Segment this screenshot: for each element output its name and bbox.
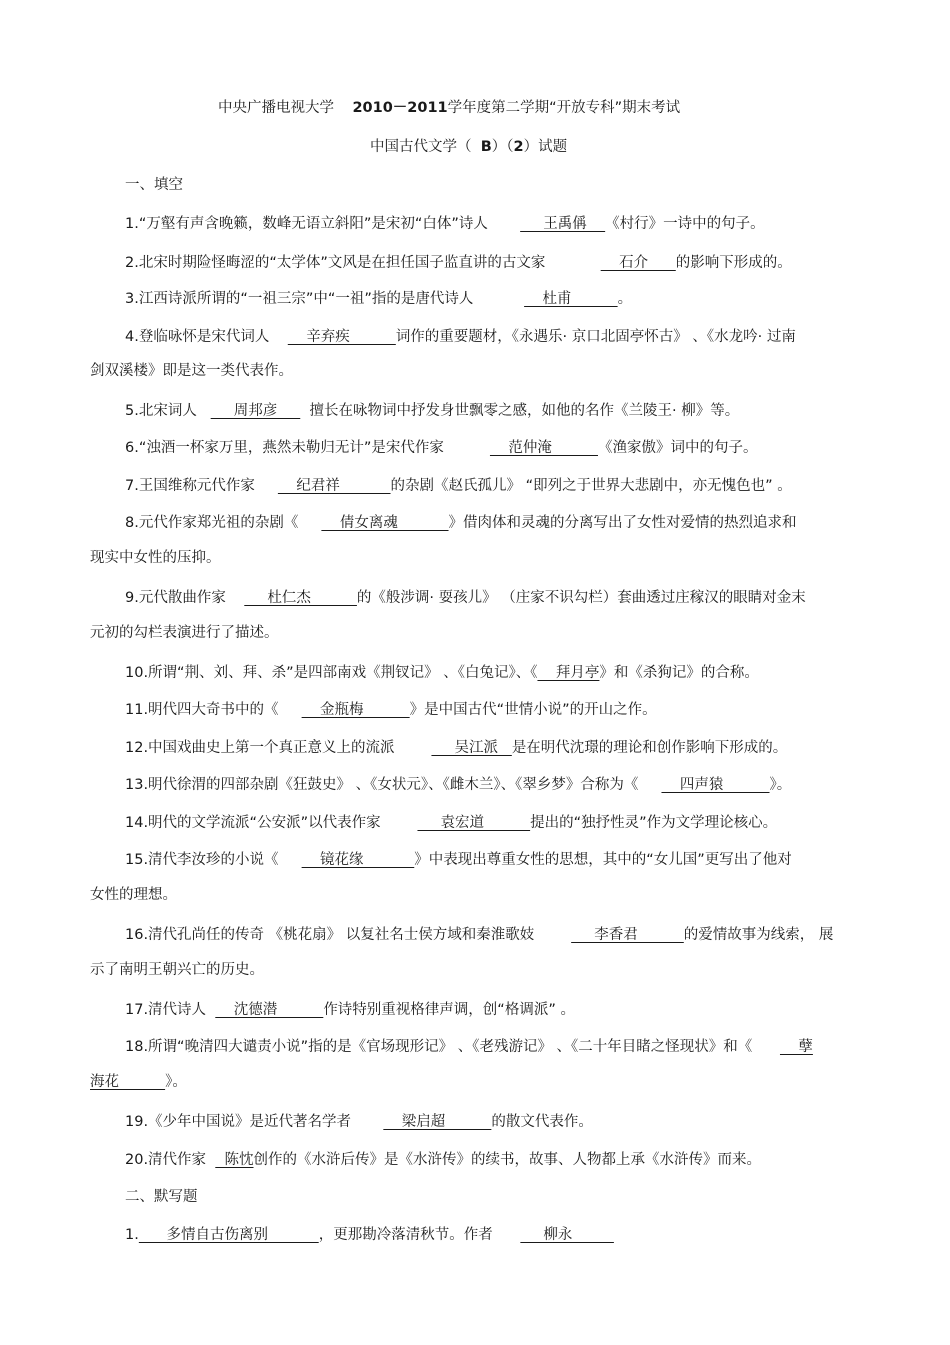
- answer-blank: 金瓶梅: [301, 702, 410, 718]
- term-info: 学年度第二学期“开放专科”期末考试: [447, 100, 681, 116]
- answer-blank: 拜月亭: [537, 665, 600, 681]
- paper-code-suffix: ）试题: [523, 139, 568, 155]
- question-text: 》是中国古代“世情小说”的开山之作。: [409, 702, 657, 718]
- question-text: 词作的重要题材，《永遇乐· 京口北固亭怀古》 、《水龙吟· 过南: [395, 329, 796, 345]
- question-4: [125, 327, 796, 347]
- question-6: [125, 438, 757, 458]
- question-text: 》。: [165, 1074, 187, 1090]
- answer-blank: 四声猿: [661, 777, 770, 793]
- answer-blank: 石介: [600, 255, 676, 271]
- answer-blank: 辛弃疾: [287, 329, 396, 345]
- question-text: 擅长在咏物词中抒发身世飘零之感，如他的名作《兰陵王· 柳》等。: [309, 403, 740, 419]
- answer-blank: 杜仁杰: [244, 590, 357, 606]
- question-20: [125, 1150, 761, 1170]
- question-text: 2.北宋时期险怪晦涩的“太学体”文风是在担任国子监直讲的古文家: [125, 255, 546, 271]
- question-13: [125, 775, 791, 795]
- academic-year: 2010－2011: [352, 100, 448, 116]
- question-text: 的爱情故事为线索， 展: [683, 927, 834, 943]
- question-1: [125, 214, 765, 234]
- question-text: 15.清代李汝珍的小说《: [125, 852, 279, 868]
- paper-code-letter: B: [480, 139, 492, 155]
- question-text: 16.清代孔尚任的传奇 《桃花扇》 以复社名士侯方域和秦淮歌妓: [125, 927, 535, 943]
- question-text: 。: [617, 291, 633, 307]
- question-18: [125, 1037, 813, 1057]
- question-17: [125, 1000, 575, 1020]
- question-text: 《村行》一诗中的句子。: [605, 216, 765, 232]
- question-16: [125, 925, 833, 945]
- answer-blank: 吴江派: [431, 740, 512, 756]
- answer-blank: 倩女离魂: [321, 515, 449, 531]
- question-text: 20.清代作家: [125, 1152, 207, 1168]
- question-15: [125, 850, 792, 870]
- question-text: 提出的“独抒性灵”作为文学理论核心。: [530, 815, 778, 831]
- question-14: [125, 813, 777, 833]
- answer-blank: 纪君祥: [277, 478, 391, 494]
- question-19: [125, 1112, 593, 1132]
- question-text: 的杂剧《赵氏孤儿》 “即列之于世界大悲剧中，亦无愧色也” 。: [390, 478, 792, 494]
- question-text: 13.明代徐渭的四部杂剧《狂鼓史》 、《女状元》、《雌木兰》、《翠乡梦》合称为《: [125, 777, 639, 793]
- question-text: 8.元代作家郑光祖的杂剧《: [125, 515, 299, 531]
- paper-code-number: 2: [513, 139, 524, 155]
- question-text: 1.“万壑有声含晚籁，数峰无语立斜阳”是宋初“白体”诗人: [125, 216, 488, 232]
- answer-blank: 沈德潜: [215, 1002, 324, 1018]
- question-text: 是在明代沈璟的理论和创作影响下形成的。: [511, 740, 788, 756]
- answer-blank: 海花: [90, 1074, 166, 1090]
- question-text: 5.北宋词人: [125, 403, 197, 419]
- question-5: [125, 401, 739, 421]
- question-text: 9.元代散曲作家: [125, 590, 226, 606]
- question-7: [125, 476, 792, 496]
- question-text: 》。: [769, 777, 792, 793]
- question-text: 3.江西诗派所谓的“一祖三宗”中“一祖”指的是唐代诗人: [125, 291, 474, 307]
- answer-blank: 梁启超: [383, 1114, 492, 1130]
- question-15-cont: 女性的理想。: [90, 887, 177, 903]
- question-4-cont: 剑双溪楼》即是这一类代表作。: [90, 363, 293, 379]
- question-8: [125, 513, 797, 533]
- exam-title: [370, 137, 567, 157]
- subject-name: 中国古代文学（: [370, 139, 472, 155]
- question-text: 14.明代的文学流派“公安派”以代表作家: [125, 815, 381, 831]
- answer-blank: 袁宏道: [417, 815, 531, 831]
- question-text: 18.所谓“晚清四大谴责小说”指的是《官场现形记》 、《老残游记》 、《二十年目睹之怪现状》和《: [125, 1039, 753, 1055]
- question-text: 的散文代表作。: [491, 1114, 593, 1130]
- question-8-cont: 现实中女性的压抑。: [90, 550, 221, 566]
- answer-blank: 周邦彦: [210, 403, 301, 419]
- question-text: 作诗特别重视格律声调，创“格调派” 。: [323, 1002, 575, 1018]
- answer-blank: 陈忱: [215, 1152, 254, 1168]
- exam-header: [218, 98, 680, 118]
- question-16-cont: 示了南明王朝兴亡的历史。: [90, 962, 264, 978]
- answer-blank: 王禹偁: [520, 216, 606, 232]
- question-18-cont: [90, 1072, 187, 1092]
- question-text: 《渔家傲》词中的句子。: [597, 440, 758, 456]
- question-text: 6.“浊酒一杯家万里，燕然未勒归无计”是宋代作家: [125, 440, 444, 456]
- question-text: 19.《少年中国说》是近代著名学者: [125, 1114, 352, 1130]
- answer-blank: 多情自古伤离别: [138, 1227, 319, 1243]
- question-text: 10.所谓“荆、刘、拜、杀”是四部南戏《荆钗记》 、《白兔记》、《: [125, 665, 538, 681]
- dictation-1: [125, 1225, 614, 1245]
- answer-blank: 杜甫: [524, 291, 618, 307]
- question-text: ，更那勘冷落清秋节。作者: [318, 1227, 493, 1243]
- question-text: 11.明代四大奇书中的《: [125, 702, 279, 718]
- answer-blank: 李香君: [571, 927, 684, 943]
- question-2: [125, 253, 792, 273]
- question-text: 7.王国维称元代作家: [125, 478, 255, 494]
- section-dictation: 二、默写题: [125, 1189, 198, 1205]
- section-fill-blank: 一、填空: [125, 177, 183, 193]
- question-10: [125, 663, 759, 683]
- answer-blank: 镜花缘: [301, 852, 415, 868]
- question-3: [125, 289, 632, 309]
- question-text: 的《般涉调· 耍孩儿》 （庄家不识勾栏）套曲透过庄稼汉的眼睛对金末: [356, 590, 806, 606]
- answer-blank: 范仲淹: [489, 440, 598, 456]
- question-text: 的影响下形成的。: [675, 255, 792, 271]
- school-name: 中央广播电视大学: [218, 100, 334, 116]
- question-text: 》和《杀狗记》的合称。: [599, 665, 759, 681]
- answer-blank: 柳永: [520, 1227, 614, 1243]
- question-text: 1.: [125, 1227, 139, 1243]
- question-11: [125, 700, 657, 720]
- answer-blank: 孽: [779, 1039, 813, 1055]
- question-text: 》借肉体和灵魂的分离写出了女性对爱情的热烈追求和: [448, 515, 797, 531]
- question-text: 4.登临咏怀是宋代词人: [125, 329, 270, 345]
- question-text: 12.中国戏曲史上第一个真正意义上的流派: [125, 740, 395, 756]
- question-12: [125, 738, 787, 758]
- question-9: [125, 588, 806, 608]
- question-text: 17.清代诗人: [125, 1002, 207, 1018]
- question-9-cont: 元初的勾栏表演进行了描述。: [90, 625, 279, 641]
- question-text: 创作的《水浒后传》是《水浒传》的续书，故事、人物都上承《水浒传》而来。: [253, 1152, 761, 1168]
- question-text: 》中表现出尊重女性的思想，其中的“女儿国”更写出了他对: [414, 852, 792, 868]
- paper-code-sep: ）（: [491, 139, 514, 155]
